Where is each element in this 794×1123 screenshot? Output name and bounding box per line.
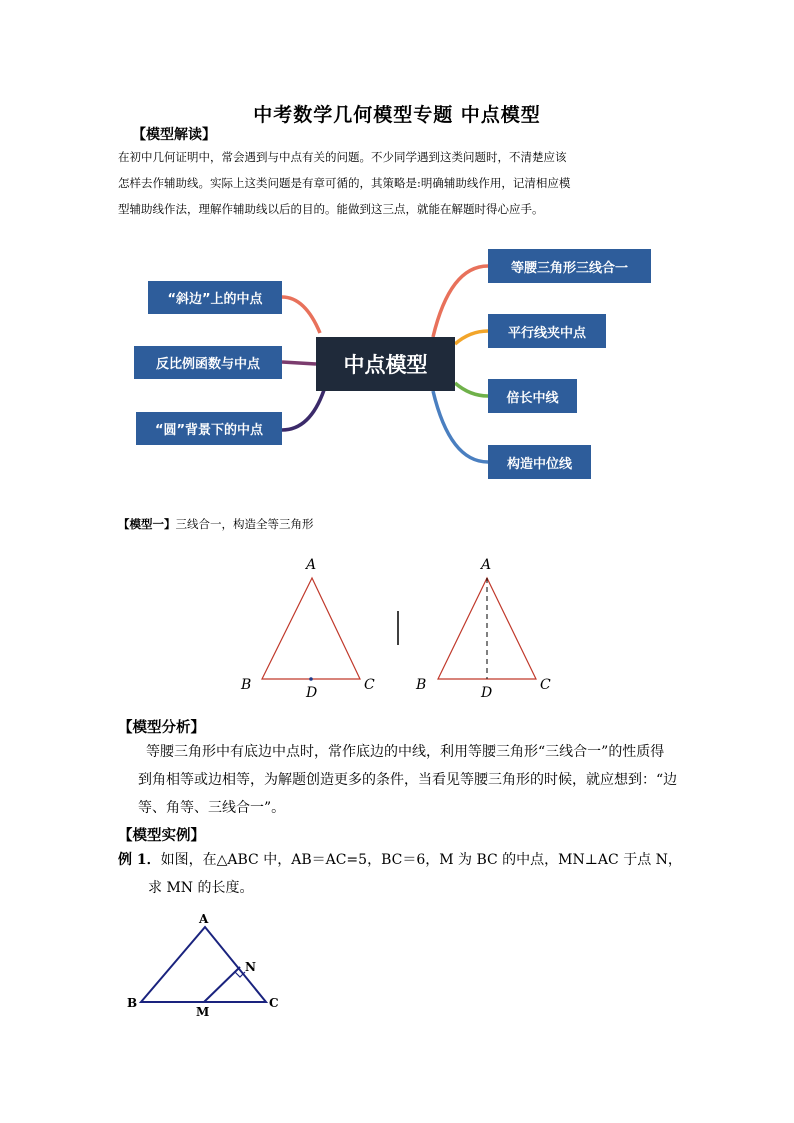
analysis-line: 等腰三角形中有底边中点时，常作底边的中线，利用等腰三角形“三线合一”的性质得 bbox=[146, 744, 665, 760]
label-c-example: C bbox=[269, 996, 279, 1010]
intro-line: 在初中几何证明中，常会遇到与中点有关的问题。不少同学遇到这类问题时，不清楚应该 bbox=[118, 150, 567, 164]
mindmap-node-double-median: 倍长中线 bbox=[488, 379, 577, 413]
mindmap-node-parallel-midpoint: 平行线夹中点 bbox=[488, 314, 606, 348]
label-a-right: A bbox=[481, 557, 492, 573]
example-label: 例 1． bbox=[118, 852, 161, 868]
mindmap-node-inverse-function-midpoint: 反比例函数与中点 bbox=[134, 346, 282, 379]
intro-line: 怎样去作辅助线。实际上这类问题是有章可循的，其策略是:明确辅助线作用，记清相应模 bbox=[118, 176, 571, 190]
intro-line: 型辅助线作法，理解作辅助线以后的目的。能做到这三点，就能在解题时得心应手。 bbox=[118, 202, 544, 216]
page-title: 中考数学几何模型专题 中点模型 bbox=[253, 104, 541, 126]
label-n-example: N bbox=[245, 960, 256, 974]
label-b-left: B bbox=[241, 677, 252, 693]
section-heading-example: 【模型实例】 bbox=[118, 827, 205, 844]
label-d-right: D bbox=[481, 685, 493, 701]
label-m-example: M bbox=[196, 1005, 210, 1019]
mindmap-node-hypotenuse-midpoint: “斜边”上的中点 bbox=[148, 281, 282, 314]
label-d-left: D bbox=[306, 685, 318, 701]
label-a-left: A bbox=[306, 557, 317, 573]
label-b-example: B bbox=[127, 996, 138, 1010]
label-c-left: C bbox=[364, 677, 375, 693]
mindmap-node-circle-midpoint: “圆”背景下的中点 bbox=[136, 412, 282, 445]
segment-mn bbox=[204, 967, 240, 1002]
label-a-example: A bbox=[199, 912, 209, 926]
analysis-line: 到角相等或边相等，为解题创造更多的条件，当看见等腰三角形的时候，就应想到：“边 bbox=[138, 772, 678, 788]
section-heading-analysis: 【模型分析】 bbox=[118, 719, 205, 736]
analysis-line: 等、角等、三线合一”。 bbox=[138, 800, 286, 816]
section-heading-interpretation: 【模型解读】 bbox=[132, 127, 216, 143]
mindmap-node-three-lines-coincide: 等腰三角形三线合一 bbox=[488, 249, 651, 283]
example-line-2: 求 MN 的长度。 bbox=[148, 880, 254, 896]
mindmap-node-midline: 构造中位线 bbox=[488, 445, 591, 479]
example-statement: 如图，在△ABC 中，AB＝AC=5，BC＝6，M 为 BC 的中点，MN⊥AC 于点 N， bbox=[160, 852, 682, 868]
model1-label: 【模型一】 bbox=[118, 517, 176, 531]
mindmap-center: 中点模型 bbox=[316, 337, 455, 391]
model1-text: 三线合一，构造全等三角形 bbox=[175, 517, 314, 531]
label-c-right: C bbox=[540, 677, 551, 693]
label-b-right: B bbox=[416, 677, 427, 693]
